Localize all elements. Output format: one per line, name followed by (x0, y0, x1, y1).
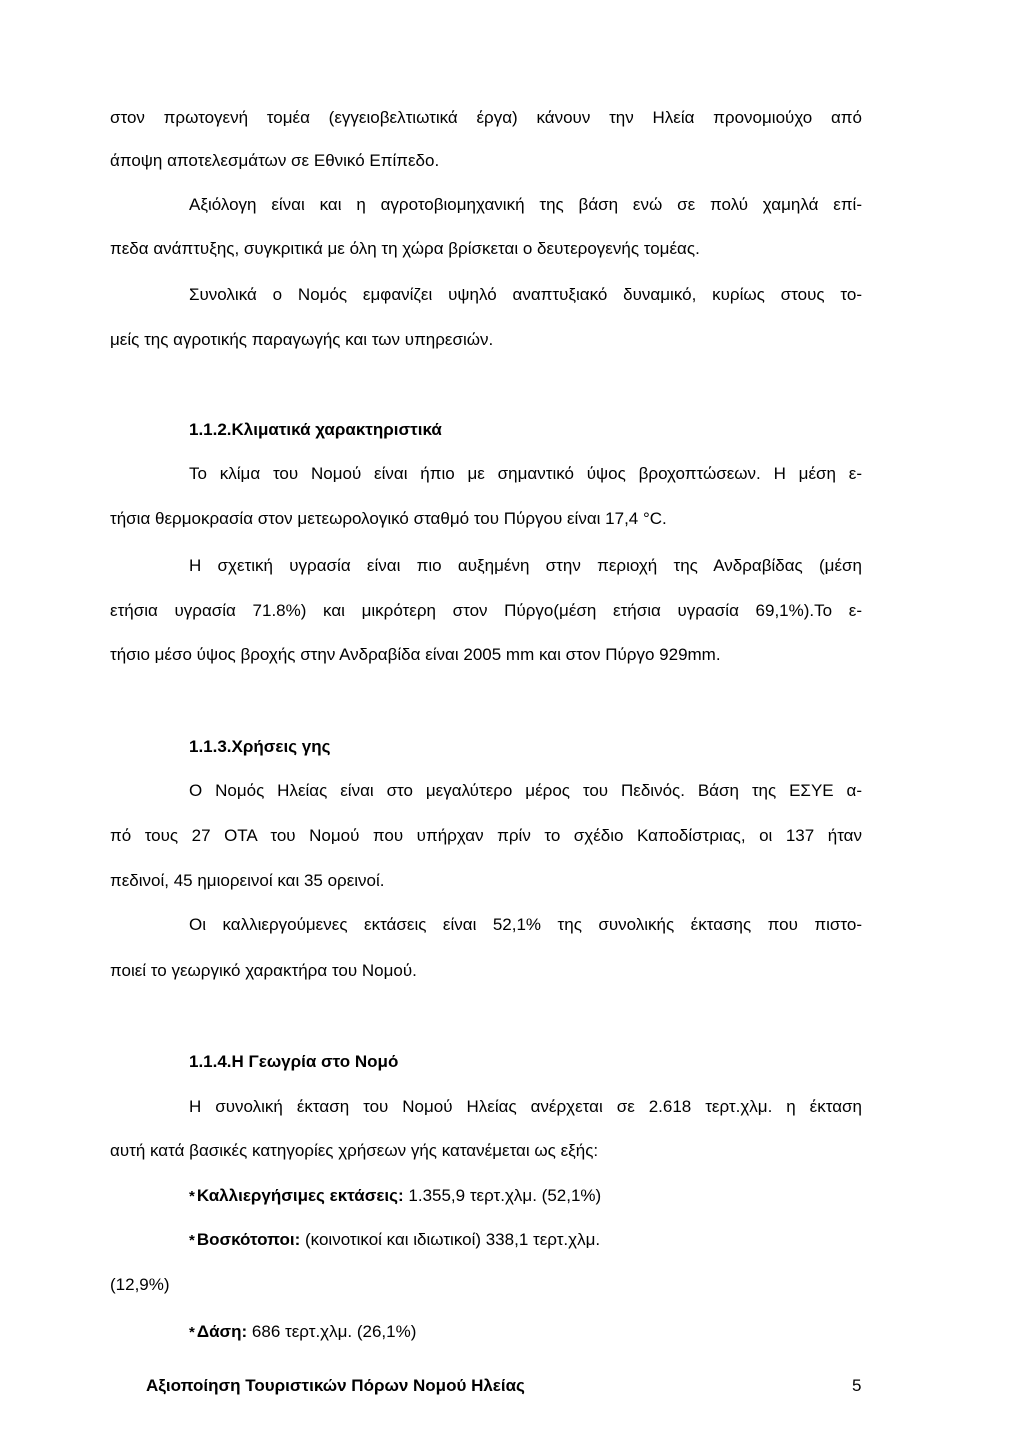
land-use-line-1: Ο Νομός Ηλείας είναι στο μεγαλύτερο μέρος του Πεδινός. Βάση της ΕΣΥΕ α- (189, 781, 862, 800)
intro-line-3: Αξιόλογη είναι και η αγροτοβιομηχανική της βάση ενώ σε πολύ χαμηλά επί- (189, 195, 862, 214)
pastures-percent: (12,9%) (110, 1275, 170, 1294)
bullet-label: Βοσκότοποι: (196, 1230, 301, 1249)
land-use-line-4: Οι καλλιεργούμενες εκτάσεις είναι 52,1% της συνολικής έκτασης που πιστο- (189, 915, 862, 934)
bullet-label: Καλλιεργήσιμες εκτάσεις: (196, 1186, 404, 1205)
intro-line-2: άποψη αποτελεσμάτων σε Εθνικό Επίπεδο. (110, 151, 440, 170)
section-heading-land-use: 1.1.3.Χρήσεις γης (189, 737, 331, 756)
section-heading-climate: 1.1.2.Κλιματικά χαρακτηριστικά (189, 420, 442, 439)
climate-line-4: ετήσια υγρασία 71.8%) και μικρότερη στον Πύργο(μέση ετήσια υγρασία 69,1%).Το ε- (110, 601, 862, 620)
bullet-label: Δάση: (196, 1322, 248, 1341)
asterisk-icon: * (189, 1232, 195, 1249)
climate-line-1: Το κλίμα του Νομού είναι ήπιο με σημαντικό ύψος βροχοπτώσεων. Η μέση ε- (189, 464, 862, 483)
climate-line-2: τήσια θερμοκρασία στον μετεωρολογικό σταθμό του Πύργου είναι 17,4 °C. (110, 509, 667, 528)
land-use-line-5: ποιεί το γεωργικό χαρακτήρα του Νομού. (110, 961, 417, 980)
bullet-item-cultivable (189, 1186, 601, 1207)
footer-title: Αξιοποίηση Τουριστικών Πόρων Νομού Ηλείας (146, 1376, 525, 1395)
asterisk-icon: * (189, 1188, 195, 1205)
geography-line-1: Η συνολική έκταση του Νομού Ηλείας ανέρχεται σε 2.618 τερτ.χλμ. η έκταση (189, 1097, 862, 1116)
section-heading-geography: 1.1.4.Η Γεωγρία στο Νομό (189, 1052, 399, 1071)
geography-line-2: αυτή κατά βασικές κατηγορίες χρήσεων γής κατανέμεται ως εξής: (110, 1141, 599, 1160)
climate-line-5: τήσιο μέσο ύψος βροχής στην Ανδραβίδα είναι 2005 mm και στον Πύργο 929mm. (110, 645, 721, 664)
intro-line-4: πεδα ανάπτυξης, συγκριτικά με όλη τη χώρα βρίσκεται ο δευτερογενής τομέας. (110, 239, 700, 258)
intro-line-1: στον πρωτογενή τομέα (εγγειοβελτιωτικά έργα) κάνουν την Ηλεία προνομιούχο από (110, 108, 862, 127)
bullet-value: (κοινοτικοί και ιδιωτικοί) 338,1 τερτ.χλμ. (300, 1230, 601, 1249)
land-use-line-3: πεδινοί, 45 ημιορεινοί και 35 ορεινοί. (110, 871, 385, 890)
intro-line-5: Συνολικά ο Νομός εμφανίζει υψηλό αναπτυξιακό δυναμικό, κυρίως στους το- (189, 285, 862, 304)
bullet-value: 686 τερτ.χλμ. (26,1%) (247, 1322, 417, 1341)
intro-line-6: μείς της αγροτικής παραγωγής και των υπηρεσιών. (110, 330, 494, 349)
land-use-line-2: πό τους 27 ΟΤΑ του Νομού που υπήρχαν πρίν το σχέδιο Καποδίστριας, οι 137 ήταν (110, 826, 862, 845)
climate-line-3: Η σχετική υγρασία είναι πιο αυξημένη στην περιοχή της Ανδραβίδας (μέση (189, 556, 862, 575)
asterisk-icon: * (189, 1324, 195, 1341)
page-number: 5 (852, 1376, 862, 1395)
bullet-item-pastures (189, 1230, 600, 1251)
bullet-value: 1.355,9 τερτ.χλμ. (52,1%) (403, 1186, 602, 1205)
bullet-item-forests (189, 1322, 416, 1343)
